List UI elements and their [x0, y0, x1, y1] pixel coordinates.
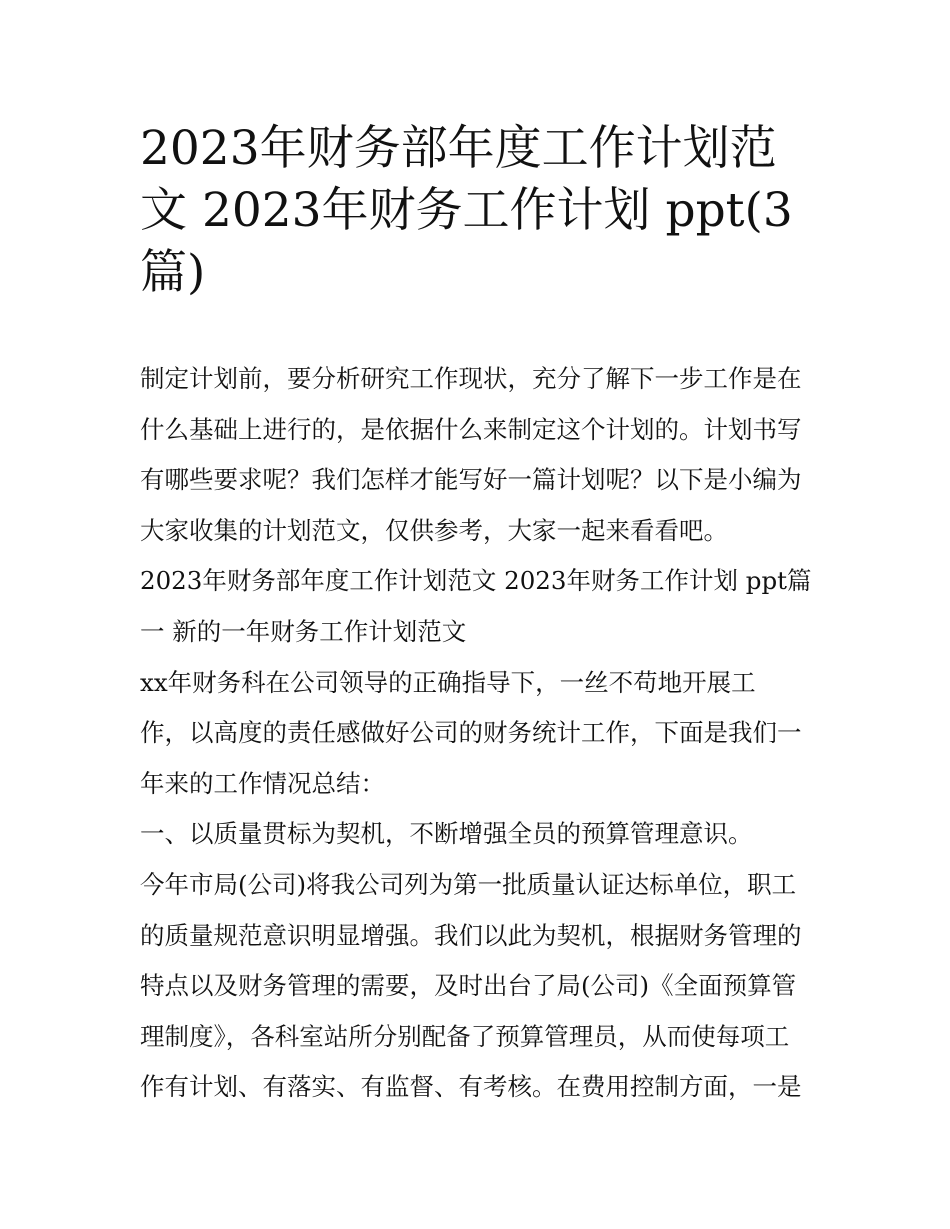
- section-heading: 一 新的一年财务工作计划范文: [140, 616, 467, 646]
- subheading: 一、以质量贯标为契机，不断增强全员的预算管理意识。: [140, 819, 753, 849]
- body-line: xx年财务科在公司领导的正确指导下，一丝不苟地开展工: [140, 667, 756, 697]
- body-line: 制定计划前，要分析研究工作现状，充分了解下一步工作是在: [140, 364, 802, 393]
- body-line: 作，以高度的责任感做好公司的财务统计工作，下面是我们一: [140, 718, 802, 748]
- body-line: 的质量规范意识明显增强。我们以此为契机，根据财务管理的: [140, 920, 802, 950]
- body-line: 理制度》，各科室站所分别配备了预算管理员，从而使每项工: [140, 1021, 790, 1051]
- body-line: 大家收集的计划范文，仅供参考，大家一起来看看吧。: [140, 515, 728, 545]
- section-heading: 2023年财务部年度工作计划范文 2023年财务工作计划 ppt篇: [140, 566, 812, 596]
- body-line: 作有计划、有落实、有监督、有考核。在费用控制方面，一是: [140, 1072, 802, 1102]
- body-line: 特点以及财务管理的需要，及时出台了局(公司)《全面预算管: [140, 971, 797, 1001]
- body-line: 年来的工作情况总结：: [140, 768, 385, 798]
- body-line: 什么基础上进行的，是依据什么来制定这个计划的。计划书写: [140, 414, 802, 444]
- body-line: 今年市局(公司)将我公司列为第一批质量认证达标单位，职工: [140, 869, 797, 899]
- title-line: 文 2023年财务工作计划 ppt(3: [140, 183, 793, 238]
- body-line: 有哪些要求呢？我们怎样才能写好一篇计划呢？以下是小编为: [140, 465, 802, 495]
- document-body: [140, 360, 830, 1119]
- title-line: 2023年财务部年度工作计划范: [140, 121, 777, 176]
- title-line: 篇): [140, 245, 206, 300]
- document-title: [140, 118, 820, 304]
